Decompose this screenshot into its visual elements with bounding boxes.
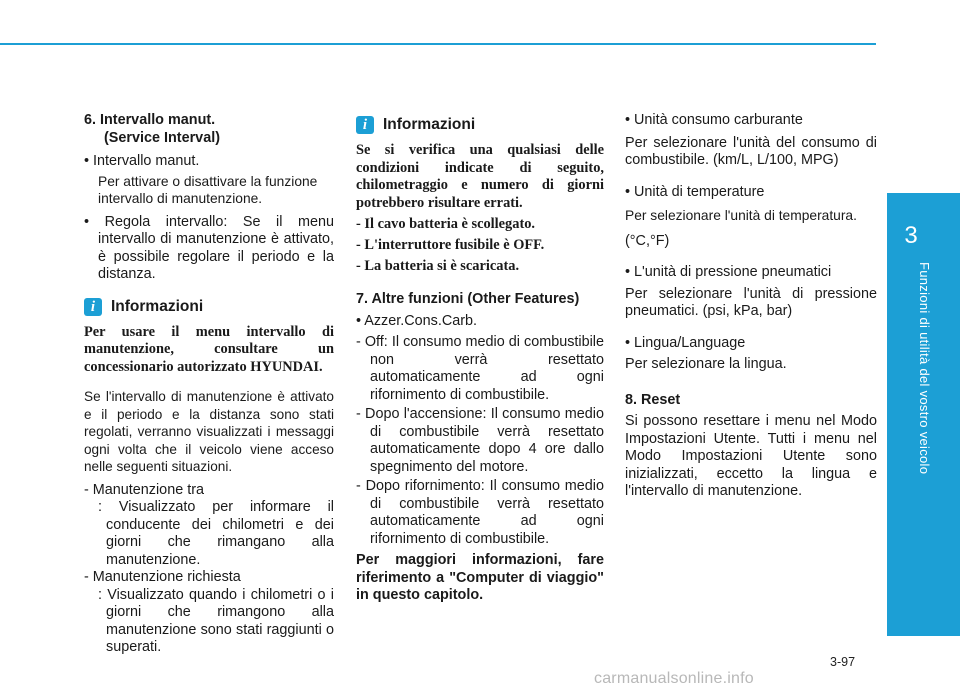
footer-watermark: carmanualsonline.info: [594, 670, 754, 687]
chapter-number: 3: [904, 222, 918, 249]
reset-paragraph: Si possono resettare i menu nel Modo Impostazioni Utente. Tutti i menu nel Modo Impostazioni Utente sono inizializzati, eccetto la lingua e l'intervallo di manutenzione.: [625, 413, 877, 499]
chapter-title: Funzioni di utilità del vostro veicolo: [917, 262, 932, 475]
condition-item: - L'interruttore fusibile è OFF.: [356, 236, 545, 253]
bullet-adjust-interval: • Regola intervallo: Se il menu intervallo di manutenzione è attivato, è possibile regolare il periodo e la distanza.: [84, 213, 334, 282]
dash-maintenance-between-text: : Visualizzato per informare il conducente dei chilometri e dei giorni che rimangano alla manutenzione.: [98, 499, 334, 568]
column-right: [625, 112, 877, 501]
condition-item: - La batteria si è scaricata.: [356, 257, 520, 274]
section-6-subheading: (Service Interval): [104, 129, 220, 146]
column-left: [84, 112, 334, 657]
bullet-fuel-unit: • Unità consumo carburante: [625, 112, 803, 128]
dash-maintenance-between: - Manutenzione tra: [84, 481, 204, 498]
dash-maintenance-required: - Manutenzione richiesta: [84, 569, 241, 586]
bullet-pressure-unit-text: Per selezionare l'unità di pressione pneumatici. (psi, kPa, bar): [625, 285, 877, 319]
bullet-pressure-unit: • L'unità di pressione pneumatici: [625, 264, 832, 280]
info-icon: i: [356, 116, 374, 134]
bullet-fuel-reset: • Azzer.Cons.Carb.: [356, 312, 478, 329]
bullet-language-text: Per selezionare la lingua.: [625, 356, 787, 372]
section-8-heading: 8. Reset: [625, 391, 681, 408]
bullet-temperature-unit: • Unità di temperature: [625, 183, 765, 200]
header-rule: [0, 43, 876, 45]
bullet-fuel-unit-text: Per selezionare l'unità del consumo di combustibile. (km/L, L/100, MPG): [625, 134, 877, 168]
intro-paragraph: Se l'intervallo di manutenzione è attivato e il periodo e la distanza sono stati regolati, verranno visualizzati i messaggi ogni volta che il veicolo viene acceso nelle seguenti situazioni.: [84, 389, 334, 475]
page-number: 3-97: [830, 655, 856, 669]
option-after-refuel: - Dopo rifornimento: Il consumo medio di combustibile verrà resettato automaticamente ad ogni rifornimento di combustibile.: [356, 478, 604, 547]
info-title: Informazioni: [383, 116, 476, 134]
section-7-heading: 7. Altre funzioni (Other Features): [356, 291, 580, 308]
temperature-units: (°C,°F): [625, 232, 670, 249]
info-title: Informazioni: [111, 297, 204, 315]
bullet-temperature-unit-text: Per selezionare l'unità di temperatura.: [625, 208, 857, 223]
option-off: - Off: Il consumo medio di combustibile non verrà resettato automaticamente ad ogni rifornimento di combustibile.: [356, 334, 604, 403]
dash-maintenance-required-text: : Visualizzato quando i chilometri o i giorni che rimangono alla manutenzione sono stati raggiunti o superati.: [98, 586, 334, 656]
info-text: Se si verifica una qualsiasi delle condizioni indicate di seguito, chilometraggio e numero di giorni potrebbero risultare errati.: [356, 142, 604, 211]
more-info-note: Per maggiori informazioni, fare riferimento a "Computer di viaggio" in questo capitolo.: [356, 552, 604, 604]
info-box-heading-2: [356, 116, 604, 134]
bullet-service-interval: • Intervallo manut.: [84, 153, 200, 169]
option-after-ignition: - Dopo l'accensione: Il consumo medio di combustibile verrà resettato automaticamente dopo 4 ore dallo spegnimento del motore.: [356, 406, 604, 475]
bullet-service-interval-text: Per attivare o disattivare la funzione intervallo di manutenzione.: [98, 173, 318, 206]
info-icon: i: [84, 298, 102, 316]
condition-item: - Il cavo batteria è scollegato.: [356, 216, 536, 233]
info-box-heading: [84, 298, 334, 316]
section-6-heading: 6. Intervallo manut.: [84, 112, 216, 128]
column-middle: [356, 112, 604, 605]
info-text: Per usare il menu intervallo di manutenzione, consultare un concessionario autorizzato HYUNDAI.: [84, 323, 334, 375]
bullet-language: • Lingua/Language: [625, 334, 746, 351]
